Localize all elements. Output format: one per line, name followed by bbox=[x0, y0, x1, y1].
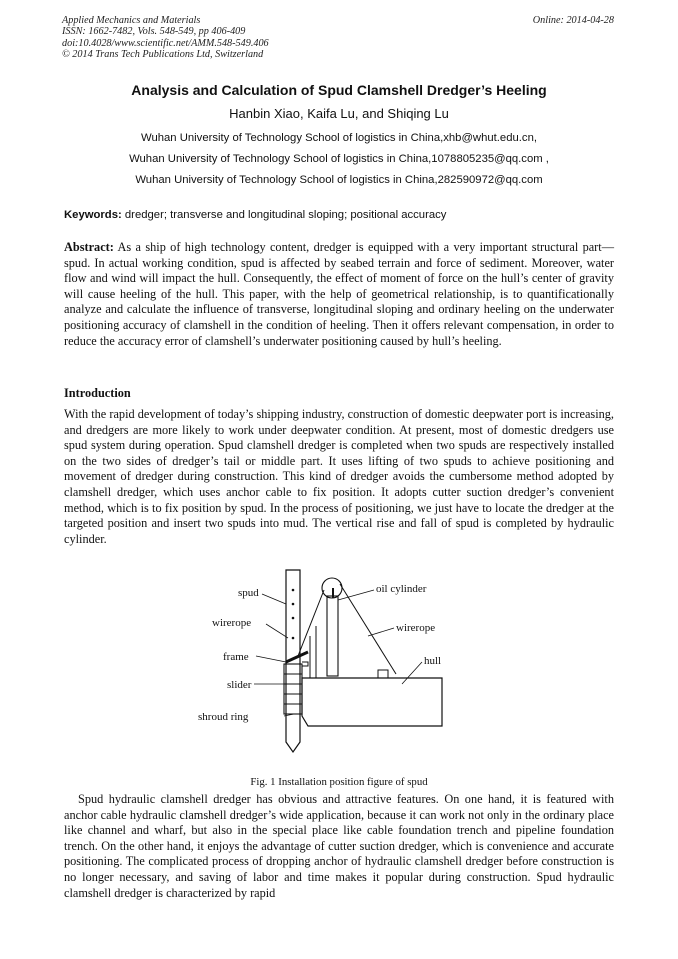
label-hull: hull bbox=[424, 655, 442, 667]
spud-installation-figure bbox=[190, 566, 470, 776]
affiliation-1: Wuhan University of Technology School of logistics in China,xhb@whut.edu.cn, bbox=[141, 132, 537, 144]
spud-hole bbox=[292, 637, 295, 640]
online-date: Online: 2014-04-28 bbox=[532, 15, 614, 26]
label-shroud-ring: shroud ring bbox=[198, 711, 249, 723]
journal-name: Applied Mechanics and Materials bbox=[62, 15, 201, 26]
label-frame: frame bbox=[223, 651, 249, 663]
label-wirerope-left: wirerope bbox=[212, 617, 252, 629]
spud-hole bbox=[292, 617, 295, 620]
keywords-label: Keywords: bbox=[64, 209, 122, 221]
intro-paragraph-1: With the rapid development of today’s shipping industry, construction of domestic deepwater port is increasing, and dredgers are more likely to work under deepwater condition. At present, most of domestic dredgers use spud system during operation. Spud clamshell dredger is completed when two spuds are respectively installed on the two sides of dredger’s tail or middle part. It uses lifting of two spuds to achieve positioning and movement of dredger during construction. This kind of dredger avoids the cumbersome method adopted by clamshell dredger, which uses anchor cable to fix position. It adopts cutter suction dredger’s convenient method, which is to fix position by spud. In the process of positioning, we just have to locate the dredger at the targeted position and insert two spuds into mud. The vertical rise and fall of spud is completed by hydraulic cylinder. bbox=[64, 407, 614, 546]
label-spud: spud bbox=[238, 587, 259, 599]
journal-header bbox=[62, 15, 269, 61]
abstract bbox=[64, 240, 614, 349]
intro-paragraph-2: Spud hydraulic clamshell dredger has obvious and attractive features. On one hand, it is featured with anchor cable hydraulic clamshell dredger’s wide application, because it can work not only in the ordinary place like channel and wharf, but also in the special place like cable foundation trench and pipeline foundation trench. On the other hand, it enjoys the advantage of cutter suction dredger, which is convenience and accurate positioning. The complicated process of dropping anchor of hydraulic clamshell dredger before construction is no longer necessary, and saving of labor and time makes it popular during construction. Spud hydraulic clamshell dredger is characterized by rapid bbox=[64, 792, 614, 900]
leader-line bbox=[402, 662, 422, 684]
introduction-heading: Introduction bbox=[64, 386, 131, 400]
doi-line: doi:10.4028/www.scientific.net/AMM.548-549.406 bbox=[62, 37, 269, 49]
spud-hole bbox=[292, 589, 295, 592]
affiliation-3: Wuhan University of Technology School of logistics in China,282590972@qq.com bbox=[135, 174, 543, 186]
figure-caption: Fig. 1 Installation position figure of spud bbox=[250, 776, 428, 788]
copyright-line: © 2014 Trans Tech Publications Ltd, Switzerland bbox=[62, 49, 264, 61]
label-oil-cylinder: oil cylinder bbox=[376, 583, 427, 595]
oil-cylinder bbox=[327, 596, 338, 676]
cylinder-rod bbox=[332, 588, 334, 598]
leader-line bbox=[262, 594, 286, 604]
spud-hole bbox=[292, 603, 295, 606]
leader-line bbox=[368, 628, 394, 636]
frame bbox=[302, 662, 308, 666]
winch bbox=[378, 670, 388, 678]
author-list: Hanbin Xiao, Kaifa Lu, and Shiqing Lu bbox=[229, 106, 449, 121]
wirerope-left-line bbox=[298, 590, 324, 656]
keywords bbox=[64, 209, 446, 221]
abstract-text: As a ship of high technology content, dredger is equipped with a very important structural part—spud. In actual working condition, spud is affected by seabed terrain and force of sediment. Moreover, water flow and wind will impact the hull. Consequently, the effect of moment of force on the hull’s center of gravity will cause heeling of the hull. This paper, with the help of geometrical relationship, is to quantificationally analyze and calculate the influence of transverse, longitudinal sloping and ordinary heeling on the underwater positioning accuracy of clamshell in the condition of heeling. Then it offers relevant compensation, in order to reduce the accuracy error of clamshell’s underwater positioning caused by hull’s heeling. bbox=[64, 240, 614, 348]
affiliation-2: Wuhan University of Technology School of logistics in China,1078805235@qq.com , bbox=[129, 153, 549, 165]
hull bbox=[302, 678, 442, 726]
slider bbox=[284, 664, 302, 714]
abstract-label: Abstract: bbox=[64, 240, 114, 254]
leader-line bbox=[256, 656, 286, 662]
wirerope-thick bbox=[286, 652, 308, 662]
leader-line bbox=[338, 590, 374, 600]
label-slider: slider bbox=[227, 679, 252, 691]
label-wirerope-right: wirerope bbox=[396, 622, 436, 634]
leader-line bbox=[266, 624, 288, 638]
issn-line: ISSN: 1662-7482, Vols. 548-549, pp 406-409 bbox=[62, 26, 246, 38]
paper-title: Analysis and Calculation of Spud Clamshell Dredger’s Heeling bbox=[131, 82, 547, 98]
keywords-text: dredger; transverse and longitudinal sloping; positional accuracy bbox=[121, 209, 447, 221]
